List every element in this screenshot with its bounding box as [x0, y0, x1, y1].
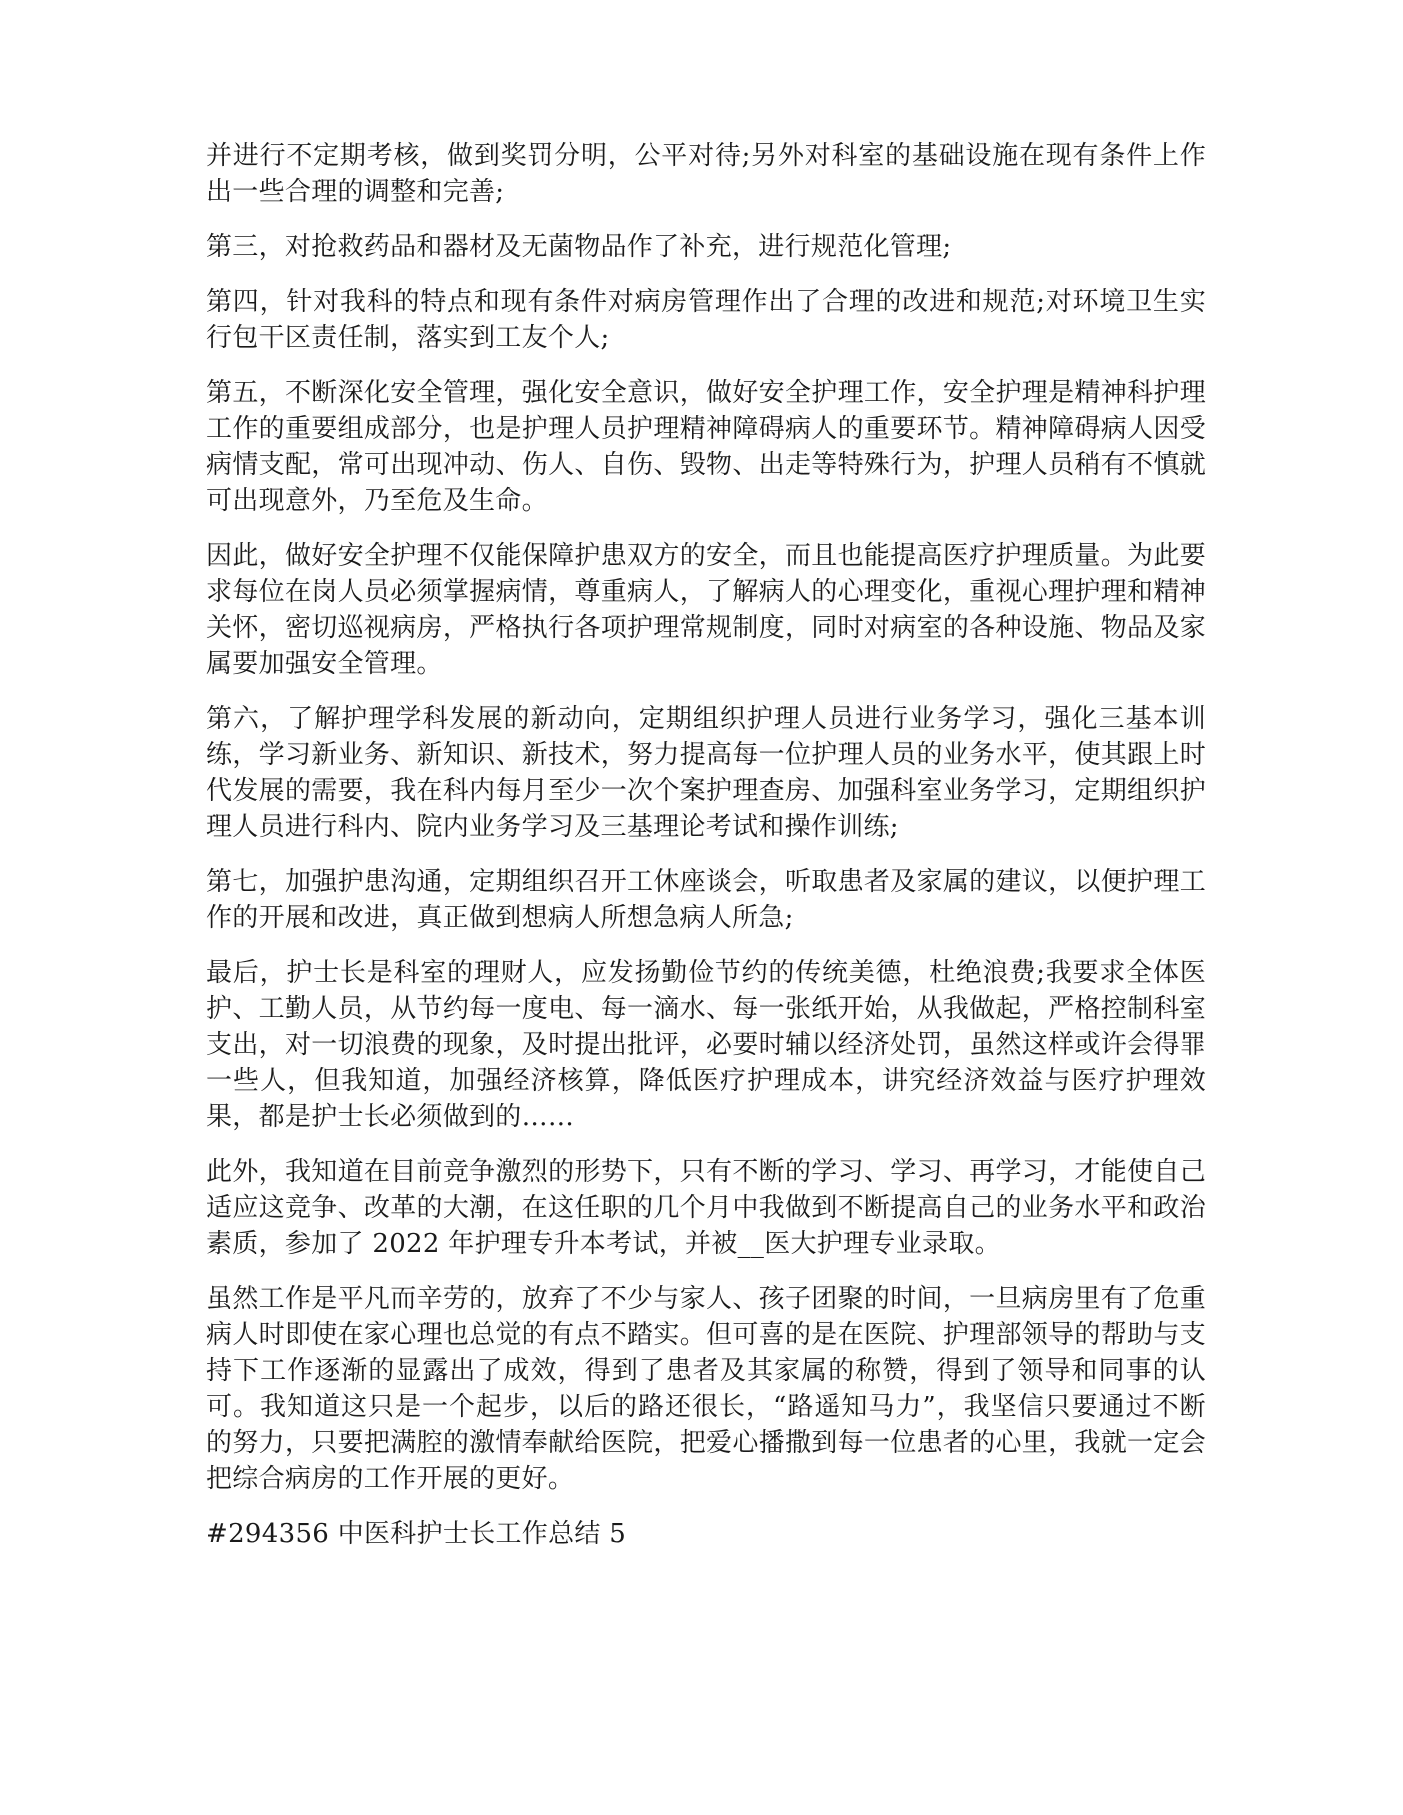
paragraph-1: 并进行不定期考核，做到奖罚分明，公平对待;另外对科室的基础设施在现有条件上作出一些合理的调整和完善;: [206, 141, 1206, 207]
paragraph-4: 第五，不断深化安全管理，强化安全意识，做好安全护理工作，安全护理是精神科护理工作的重要组成部分，也是护理人员护理精神障碍病人的重要环节。精神障碍病人因受病情支配，常可出现冲动、伤人、自伤、毁物、出走等特殊行为，护理人员稍有不慎就可出现意外，乃至危及生命。: [206, 378, 1206, 516]
paragraph-10: 虽然工作是平凡而辛劳的，放弃了不少与家人、孩子团聚的时间，一旦病房里有了危重病人时即使在家心理也总觉的有点不踏实。但可喜的是在医院、护理部领导的帮助与支持下工作逐渐的显露出了成效，得到了患者及其家属的称赞，得到了领导和同事的认可。我知道这只是一个起步，以后的路还很长，“路遥知马力”，我坚信只要通过不断的努力，只要把满腔的激情奉献给医院，把爱心播撒到每一位患者的心里，我就一定会把综合病房的工作开展的更好。: [206, 1284, 1206, 1494]
document-page: [206, 138, 1206, 1571]
paragraph-3: 第四，针对我科的特点和现有条件对病房管理作出了合理的改进和规范;对环境卫生实行包干区责任制，落实到工友个人;: [206, 287, 1206, 353]
paragraph-8: 最后，护士长是科室的理财人，应发扬勤俭节约的传统美德，杜绝浪费;我要求全体医护、工勤人员，从节约每一度电、每一滴水、每一张纸开始，从我做起，严格控制科室支出，对一切浪费的现象，及时提出批评，必要时辅以经济处罚，虽然这样或许会得罪一些人，但我知道，加强经济核算，降低医疗护理成本，讲究经济效益与医疗护理效果，都是护士长必须做到的……: [206, 958, 1206, 1132]
paragraph-9: 此外，我知道在目前竞争激烈的形势下，只有不断的学习、学习、再学习，才能使自己适应这竞争、改革的大潮，在这任职的几个月中我做到不断提高自己的业务水平和政治素质，参加了 2022 年护理专升本考试，并被__医大护理专业录取。: [206, 1157, 1206, 1259]
paragraph-7: 第七，加强护患沟通，定期组织召开工休座谈会，听取患者及家属的建议，以便护理工作的开展和改进，真正做到想病人所想急病人所急;: [206, 867, 1206, 933]
paragraph-2: 第三，对抢救药品和器材及无菌物品作了补充，进行规范化管理;: [206, 232, 952, 262]
paragraph-5: 因此，做好安全护理不仅能保障护患双方的安全，而且也能提高医疗护理质量。为此要求每位在岗人员必须掌握病情，尊重病人，了解病人的心理变化，重视心理护理和精神关怀，密切巡视病房，严格执行各项护理常规制度，同时对病室的各种设施、物品及家属要加强安全管理。: [206, 541, 1206, 679]
section-heading: #294356 中医科护士长工作总结 5: [206, 1519, 627, 1549]
paragraph-6: 第六，了解护理学科发展的新动向，定期组织护理人员进行业务学习，强化三基本训练，学习新业务、新知识、新技术，努力提高每一位护理人员的业务水平，使其跟上时代发展的需要，我在科内每月至少一次个案护理查房、加强科室业务学习，定期组织护理人员进行科内、院内业务学习及三基理论考试和操作训练;: [206, 704, 1206, 842]
